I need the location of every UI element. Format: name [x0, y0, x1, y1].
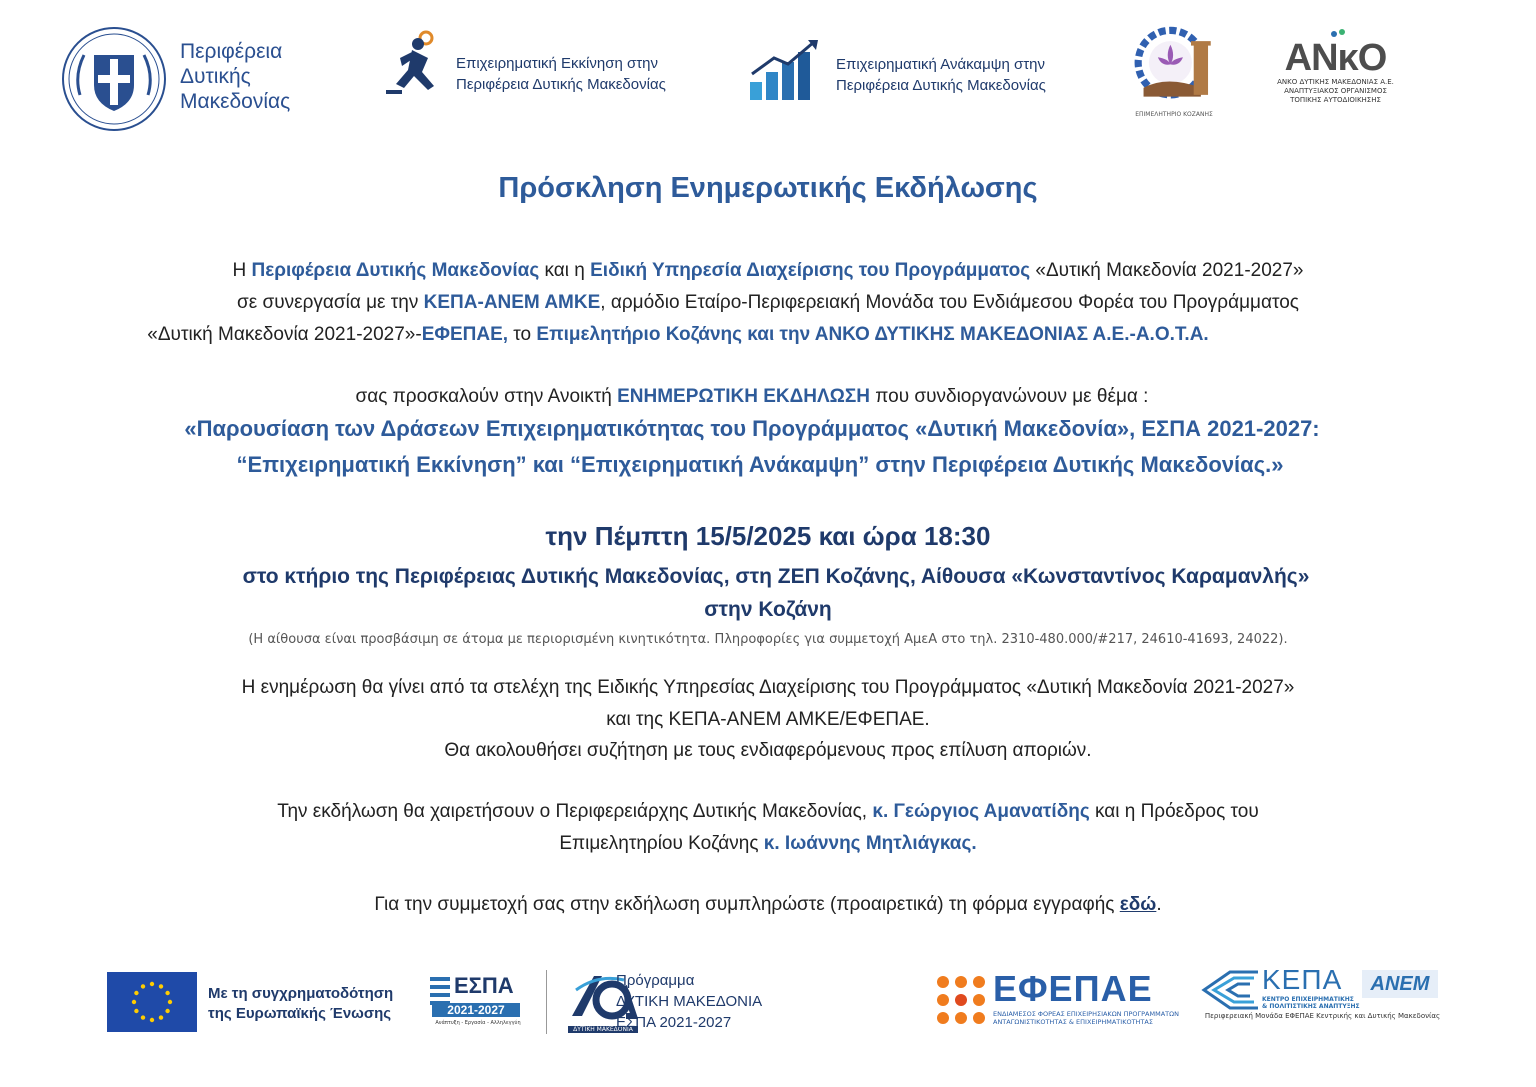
efepae-subtext: ΕΝΔΙΑΜΕΣΟΣ ΦΟΡΕΑΣ ΕΠΙΧΕΙΡΗΣΙΑΚΩΝ ΠΡΟΓΡΑΜΜΑΤΩΝ ΑΝΤΑΓΩΝΙΣΤΙΚΟΤΗΤΑΣ & ΕΠΙΧΕΙΡΗΜΑΤΙΚΟΤΗΤΑΣ	[993, 1010, 1179, 1026]
eu-cofunding-text: Με τη συγχρηματοδότηση της Ευρωπαϊκής Ένωσης	[208, 985, 394, 1022]
anem-mark: ΑΝΕΜ	[1362, 970, 1438, 998]
eu-star	[132, 1000, 136, 1004]
greek-emblem-icon	[60, 25, 168, 133]
start-logo-text: Επιχειρηματική Εκκίνηση στην Περιφέρεια Δυτικής Μακεδονίας	[456, 55, 666, 93]
efepae-mark: ΕΦΕΠΑΕ	[993, 968, 1153, 1009]
runner-icon	[382, 28, 452, 100]
event-type: ΕΝΗΜΕΡΩΤΙΚΗ ΕΚΔΗΛΩΣΗ	[617, 386, 871, 407]
accessibility-note: (Η αίθουσα είναι προσβάσιμη σε άτομα με περιορισμένη κινητικότητα. Πληροφορίες για συμμετοχή ΑμεΑ στο τηλ. 2310-480.000/#217, 24610-41693, 24022).	[248, 632, 1288, 647]
kepa-subtext: ΚΕΝΤΡΟ ΕΠΙΧΕΙΡΗΜΑΤΙΚΗΣ & ΠΟΛΙΤΙΣΤΙΚΗΣ ΑΝΑΠΤΥΞΗΣ	[1262, 996, 1360, 1010]
greet-line-1: Την εκδήλωση θα χαιρετήσουν ο Περιφερειάρχης Δυτικής Μακεδονίας, κ. Γεώργιος Αμανατίδης και η Πρόεδρος του	[277, 801, 1259, 822]
eu-star	[134, 991, 138, 995]
intro-line-2: σε συνεργασία με την ΚΕΠΑ-ΑΝΕΜ ΑΜΚΕ, αρμόδιο Εταίρο-Περιφερειακή Μονάδα του Ενδιάμεσου Φορέα του Προγράμματος	[237, 292, 1299, 313]
info-line-3: Θα ακολουθήσει συζήτηση με τους ενδιαφερόμενους προς επίλυση αποριών.	[444, 740, 1092, 761]
info-line-2: και της ΚΕΠΑ-ΑΝΕΜ ΑΜΚΕ/ΕΦΕΠΑΕ.	[606, 709, 930, 730]
anko-sub-text: ΑΝΚΟ ΔΥΤΙΚΗΣ ΜΑΚΕΔΟΝΙΑΣ Α.Ε. ΑΝΑΠΤΥΞΙΑΚΟΣ ΟΡΓΑΝΙΣΜΟΣ ΤΟΠΙΚΗΣ ΑΥΤΟΔΙΟΙΚΗΣΗΣ	[1277, 78, 1394, 104]
invite-line: σας προσκαλούν στην Ανοικτή ΕΝΗΜΕΡΩΤΙΚΗ ΕΚΔΗΛΩΣΗ που συνδιοργανώνουν με θέμα :	[355, 386, 1149, 407]
eu-star	[168, 1000, 172, 1004]
efepae-dots-icon	[935, 974, 987, 1026]
program-mark-caption: ΔΥΤΙΚΗ ΜΑΚΕΔΟΝΙΑ	[568, 1026, 638, 1033]
intro-line-1: Η Περιφέρεια Δυτικής Μακεδονίας και η Ειδική Υπηρεσία Διαχείρισης του Προγράμματος «Δυτική Μακεδονία 2021-2027»	[232, 260, 1304, 281]
eu-star	[159, 984, 163, 988]
anko-dots-icon	[1330, 28, 1350, 40]
eu-star	[141, 984, 145, 988]
info-line-1: Η ενημέρωση θα γίνει από τα στελέχη της Ειδικής Υπηρεσίας Διαχείρισης του Προγράμματος «Δυτική Μακεδονία 2021-2027»	[241, 677, 1295, 698]
anko-mark: ΑΝκΟ	[1284, 37, 1387, 79]
eu-star	[134, 1009, 138, 1013]
logo-business-start	[382, 28, 702, 108]
chamber-president-name: κ. Ιωάννης Μητλιάγκας.	[763, 833, 977, 854]
theme-line-2: “Επιχειρηματική Εκκίνηση” και “Επιχειρηματική Ανάκαμψη” στην Περιφέρεια Δυτικής Μακεδονίας.»	[236, 452, 1284, 477]
program-text: Πρόγραμμα ΔΥΤΙΚΗ ΜΑΚΕΔΟΝΙΑ ΕΣΠΑ 2021-2027	[616, 972, 763, 1031]
eu-star	[150, 982, 154, 986]
eu-flag-icon	[107, 972, 197, 1032]
growth-bars-icon	[748, 38, 824, 102]
kepa-caption: Περιφερειακή Μονάδα ΕΦΕΠΑΕ Κεντρικής και Δυτικής Μακεδονίας	[1204, 1012, 1441, 1020]
registration-link[interactable]: εδώ	[1119, 894, 1157, 915]
recovery-logo-text: Επιχειρηματική Ανάκαμψη στην Περιφέρεια Δυτικής Μακεδονίας	[836, 56, 1046, 94]
chamber-emblem-icon	[1126, 25, 1222, 111]
venue-line-1: στο κτήριο της Περιφέρειας Δυτικής Μακεδονίας, στη ΖΕΠ Κοζάνης, Αίθουσα «Κωνσταντίνος Καραμανλής»	[242, 565, 1310, 588]
org-region: Περιφέρεια Δυτικής Μακεδονίας	[251, 260, 540, 281]
logo-region-west-macedonia	[60, 25, 330, 135]
kepa-mark: ΚΕΠΑ	[1262, 964, 1343, 995]
chamber-caption: ΕΠΙΜΕΛΗΤΗΡΙΟ ΚΟΖΑΝΗΣ	[1135, 111, 1213, 118]
logo-business-recovery	[748, 38, 1078, 108]
theme-line-1: «Παρουσίαση των Δράσεων Επιχειρηματικότητας του Προγράμματος «Δυτική Μακεδονία», ΕΣΠΑ 2021-2027:	[184, 416, 1320, 441]
logo-anko	[1268, 24, 1403, 119]
eu-star	[165, 1009, 169, 1013]
pdm-logo-text: Περιφέρεια Δυτικής Μακεδονίας	[180, 40, 291, 113]
page-title: Πρόσκληση Ενημερωτικής Εκδήλωσης	[498, 172, 1038, 204]
venue-line-2: στην Κοζάνη	[704, 598, 832, 621]
org-managing-authority: Ειδική Υπηρεσία Διαχείρισης του Προγράμματος	[590, 260, 1031, 281]
eu-star	[150, 1018, 154, 1022]
eu-star	[159, 1015, 163, 1019]
espa-mark: ΕΣΠΑ	[454, 973, 514, 998]
espa-tagline: Ανάπτυξη - Εργασία - Αλληλεγγύη	[435, 1020, 521, 1026]
logo-espa	[430, 975, 524, 1031]
greet-line-2: Επιμελητηρίου Κοζάνης κ. Ιωάννης Μητλιάγκας.	[559, 833, 977, 854]
registration-line: Για την συμμετοχή σας στην εκδήλωση συμπληρώστε (προαιρετικά) τη φόρμα εγγραφής εδώ.	[374, 894, 1162, 915]
intro-line-3: «Δυτική Μακεδονία 2021-2027»-ΕΦΕΠΑΕ, το Επιμελητήριο Κοζάνης και την ΑΝΚΟ ΔΥΤΙΚΗΣ ΜΑΚΕΔΟΝΙΑΣ Α.Ε.-Α.Ο.Τ.Α.	[147, 324, 1209, 345]
governor-name: κ. Γεώργιος Αμανατίδης	[872, 801, 1090, 822]
org-kepa: ΚΕΠΑ-ΑΝΕΜ ΑΜΚΕ	[423, 292, 601, 313]
kepa-arrows-icon	[1200, 970, 1260, 1010]
logo-efepae	[935, 970, 1180, 1032]
logo-kozani-chamber	[1126, 25, 1222, 121]
eu-star	[165, 991, 169, 995]
org-efepae: ΕΦΕΠΑΕ,	[421, 324, 509, 345]
eu-star	[141, 1015, 145, 1019]
espa-years: 2021-2027	[432, 1003, 520, 1017]
footer-divider	[546, 970, 547, 1034]
logo-kepa-anem	[1200, 966, 1445, 1026]
org-chamber-anko: Επιμελητήριο Κοζάνης και την ΑΝΚΟ ΔΥΤΙΚΗΣ ΜΑΚΕΔΟΝΙΑΣ Α.Ε.-Α.Ο.Τ.Α.	[536, 324, 1209, 345]
event-date-time: την Πέμπτη 15/5/2025 και ώρα 18:30	[545, 521, 991, 551]
